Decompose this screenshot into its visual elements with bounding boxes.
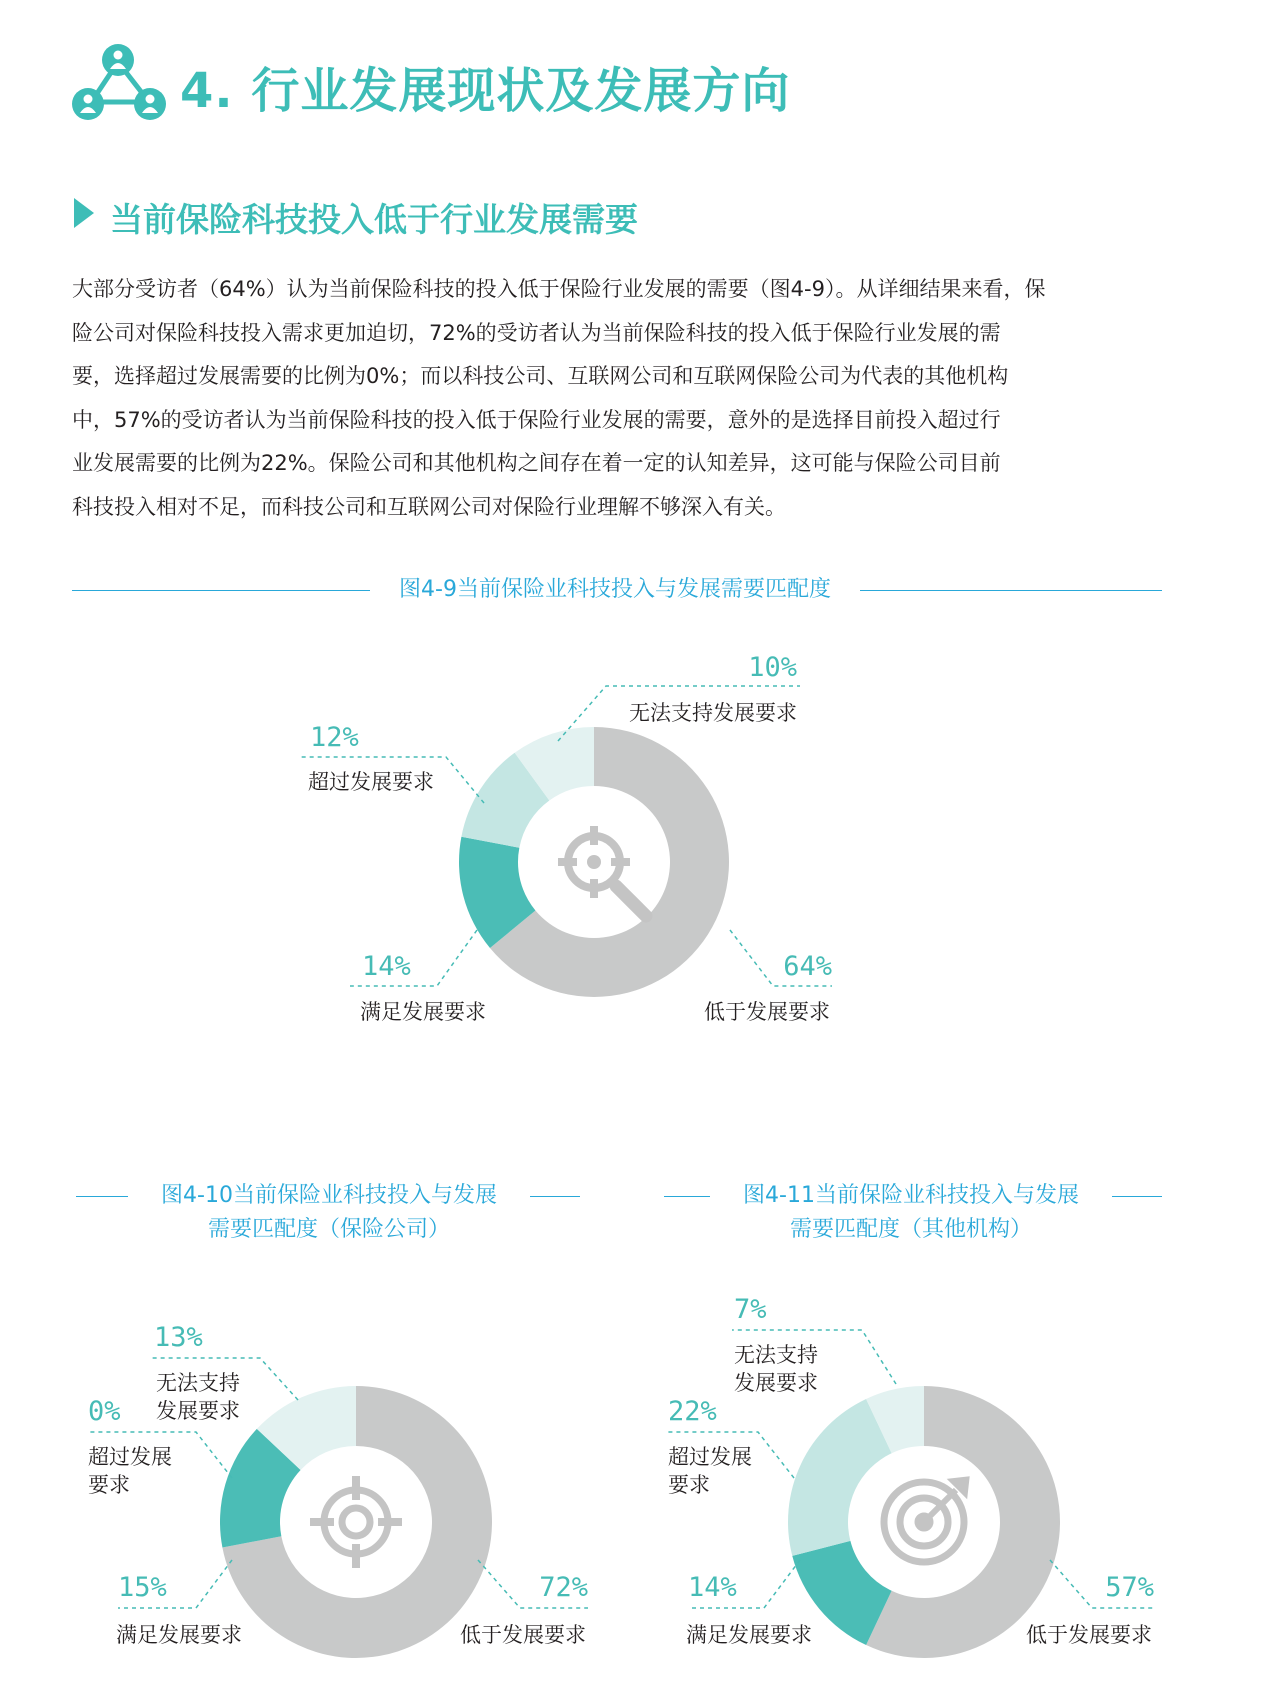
label-fig2-meet: 满足发展要求 (116, 1623, 242, 1647)
label-fig3-meet: 满足发展要求 (686, 1623, 812, 1647)
fig3-title-line1: 图4-11当前保险业科技投入与发展 (716, 1180, 1106, 1212)
label-fig3-cannot-line1: 无法支持 (734, 1343, 818, 1367)
fig2-title-line2: 需要匹配度（保险公司） (134, 1214, 524, 1246)
pct-fig2-cannot: 13% (154, 1322, 203, 1353)
pct-fig3-cannot: 7% (734, 1294, 767, 1325)
label-fig3-over-line2: 要求 (668, 1473, 710, 1497)
body-line: 大部分受访者（64%）认为当前保险科技的投入低于保险行业发展的需要（图4-9）。从详细结果来看，保 (72, 277, 1046, 301)
page-title: 4. 行业发展现状及发展方向 (180, 63, 791, 119)
magnifier-crosshair-icon (558, 826, 646, 916)
crosshair-target-icon (310, 1476, 402, 1568)
body-line: 要，选择超过发展需要的比例为0%；而以科技公司、互联网公司和互联网保险公司为代表的其他机构 (72, 364, 1009, 388)
bullseye-arrow-icon (884, 1478, 968, 1562)
pct-fig3-low: 57% (1105, 1572, 1154, 1603)
body-line: 科技投入相对不足，而科技公司和互联网公司对保险行业理解不够深入有关。 (72, 494, 786, 519)
pct-fig3-over: 22% (668, 1396, 717, 1427)
label-fig3-low: 低于发展要求 (1026, 1623, 1152, 1647)
label-fig2-cannot-line1: 无法支持 (156, 1371, 240, 1395)
body-line: 业发展需要的比例为22%。保险公司和其他机构之间存在着一定的认知差异，这可能与保险公司目前 (72, 451, 1001, 475)
pct-fig2-meet: 15% (118, 1572, 167, 1603)
donut-chart-fig2 (88, 1322, 588, 1658)
label-fig2-over-line2: 要求 (88, 1473, 130, 1497)
pct-fig1-meet: 14% (362, 951, 411, 982)
fig1-title: 图4-9当前保险业科技投入与发展需要匹配度 (370, 574, 860, 606)
label-fig2-low: 低于发展要求 (460, 1623, 586, 1647)
body-line: 险公司对保险科技投入需求更加迫切，72%的受访者认为当前保险科技的投入低于保险行业发展的需 (72, 320, 1001, 345)
label-fig2-over-line1: 超过发展 (88, 1445, 172, 1469)
magnifier-dot (587, 855, 601, 869)
donut-chart-fig3 (668, 1294, 1154, 1658)
pct-fig1-over: 12% (310, 722, 359, 753)
donut-chart-fig1 (300, 652, 832, 1024)
label-fig2-cannot-line2: 发展要求 (156, 1399, 240, 1423)
section-title: 当前保险科技投入低于行业发展需要 (110, 200, 638, 239)
fig3-title-line2: 需要匹配度（其他机构） (716, 1214, 1106, 1246)
fig2-title-line1: 图4-10当前保险业科技投入与发展 (134, 1180, 524, 1212)
label-fig1-low: 低于发展要求 (704, 1000, 830, 1024)
label-fig1-meet: 满足发展要求 (360, 1000, 486, 1024)
label-fig3-over-line1: 超过发展 (668, 1445, 752, 1469)
donut-slice-over (788, 1399, 892, 1556)
body-line: 中，57%的受访者认为当前保险科技的投入低于保险行业发展的需要，意外的是选择目前投入超过行 (72, 407, 1001, 432)
pct-fig2-over: 0% (88, 1396, 121, 1427)
pct-fig1-cannot: 10% (748, 652, 797, 683)
pct-fig1-low: 64% (783, 951, 832, 982)
pct-fig2-low: 72% (539, 1572, 588, 1603)
label-fig1-over: 超过发展要求 (308, 770, 434, 794)
label-fig1-cannot: 无法支持发展要求 (629, 701, 797, 725)
label-fig3-cannot-line2: 发展要求 (734, 1371, 818, 1395)
pct-fig3-meet: 14% (688, 1572, 737, 1603)
